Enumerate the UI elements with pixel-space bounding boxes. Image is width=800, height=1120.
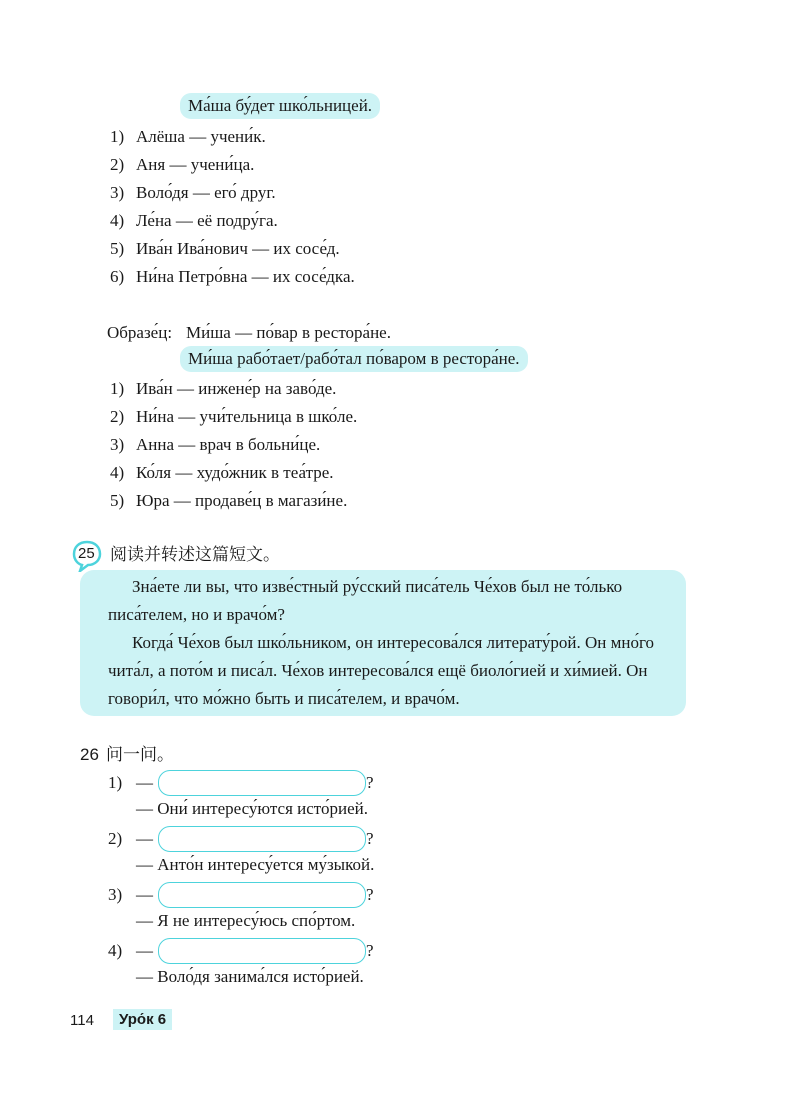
text-line: чита́л, а пото́м и писа́л. Че́хов интересова́лся ещё биоло́гией и хи́мией. Он bbox=[108, 661, 648, 680]
question-mark: ? bbox=[366, 941, 374, 960]
item-number: 2) bbox=[108, 829, 123, 848]
item-number: 3) bbox=[110, 435, 125, 454]
list-item: Аня — учени́ца. bbox=[136, 155, 255, 174]
list-item: Ива́н Ива́нович — их сосе́д. bbox=[136, 239, 340, 258]
item-number: 3) bbox=[110, 183, 125, 202]
list-item: Ко́ля — худо́жник в теа́тре. bbox=[136, 463, 334, 482]
dash: — bbox=[136, 941, 153, 960]
text-line: говори́л, что мо́жно быть и писа́телем, и врачо́м. bbox=[108, 689, 460, 708]
item-number: 6) bbox=[110, 267, 125, 286]
item-number: 5) bbox=[110, 491, 125, 510]
dash: — bbox=[136, 829, 153, 848]
answer-blank[interactable] bbox=[158, 770, 366, 796]
example-given: Ми́ша — по́вар в рестора́не. bbox=[186, 323, 391, 342]
exercise-title: 阅读并转述这篇短文。 bbox=[110, 545, 280, 565]
page-number: 114 bbox=[70, 1012, 94, 1029]
dash: — bbox=[136, 885, 153, 904]
list-item: Ле́на — её подру́га. bbox=[136, 211, 278, 230]
question-mark: ? bbox=[366, 829, 374, 848]
item-number: 2) bbox=[110, 407, 125, 426]
text-line: Когда́ Че́хов был шко́льником, он интересова́лся литерату́рой. Он мно́го bbox=[132, 633, 655, 652]
item-number: 4) bbox=[108, 941, 123, 960]
item-number: 3) bbox=[108, 885, 123, 904]
example-result-b: Ми́ша рабо́тает/рабо́тал по́варом в рестора́не. bbox=[180, 346, 528, 372]
example-label: Образе́ц: bbox=[107, 323, 173, 342]
answer-blank[interactable] bbox=[158, 882, 366, 908]
item-number: 5) bbox=[110, 239, 125, 258]
exercise-number: 25 bbox=[78, 545, 95, 562]
item-number: 1) bbox=[108, 773, 123, 792]
lesson-tag: Уро́к 6 bbox=[113, 1009, 172, 1030]
answer-text: — Анто́н интересу́ется му́зыкой. bbox=[136, 855, 375, 874]
item-number: 4) bbox=[110, 463, 125, 482]
exercise-25-badge bbox=[72, 540, 102, 568]
answer-blank[interactable] bbox=[158, 826, 366, 852]
answer-blank[interactable] bbox=[158, 938, 366, 964]
exercise-title: 问一问。 bbox=[106, 745, 174, 765]
question-mark: ? bbox=[366, 773, 374, 792]
list-item: Алёша — учени́к. bbox=[136, 127, 266, 146]
item-number: 1) bbox=[110, 127, 125, 146]
answer-text: — Я не интересу́юсь спо́ртом. bbox=[136, 911, 356, 930]
text-line: Зна́ете ли вы, что изве́стный ру́сский писа́тель Че́хов был не то́лько bbox=[132, 577, 623, 596]
text-line: писа́телем, но и врачо́м? bbox=[108, 605, 285, 624]
item-number: 1) bbox=[110, 379, 125, 398]
reading-text-box bbox=[80, 570, 686, 716]
dash: — bbox=[136, 773, 153, 792]
example-result-a: Ма́ша бу́дет шко́льницей. bbox=[180, 93, 380, 119]
list-item: Ни́на Петро́вна — их сосе́дка. bbox=[136, 267, 355, 286]
item-number: 2) bbox=[110, 155, 125, 174]
list-item: Анна — врач в больни́це. bbox=[136, 435, 321, 454]
list-item: Воло́дя — его́ друг. bbox=[136, 183, 276, 202]
answer-text: — Воло́дя занима́лся исто́рией. bbox=[136, 967, 364, 986]
list-item: Ни́на — учи́тельница в шко́ле. bbox=[136, 407, 358, 426]
answer-text: — Они́ интересу́ются исто́рией. bbox=[136, 799, 368, 818]
item-number: 4) bbox=[110, 211, 125, 230]
question-mark: ? bbox=[366, 885, 374, 904]
list-item: Юра — продаве́ц в магази́не. bbox=[136, 491, 348, 510]
list-item: Ива́н — инжене́р на заво́де. bbox=[136, 379, 337, 398]
exercise-number: 26 bbox=[80, 745, 99, 764]
